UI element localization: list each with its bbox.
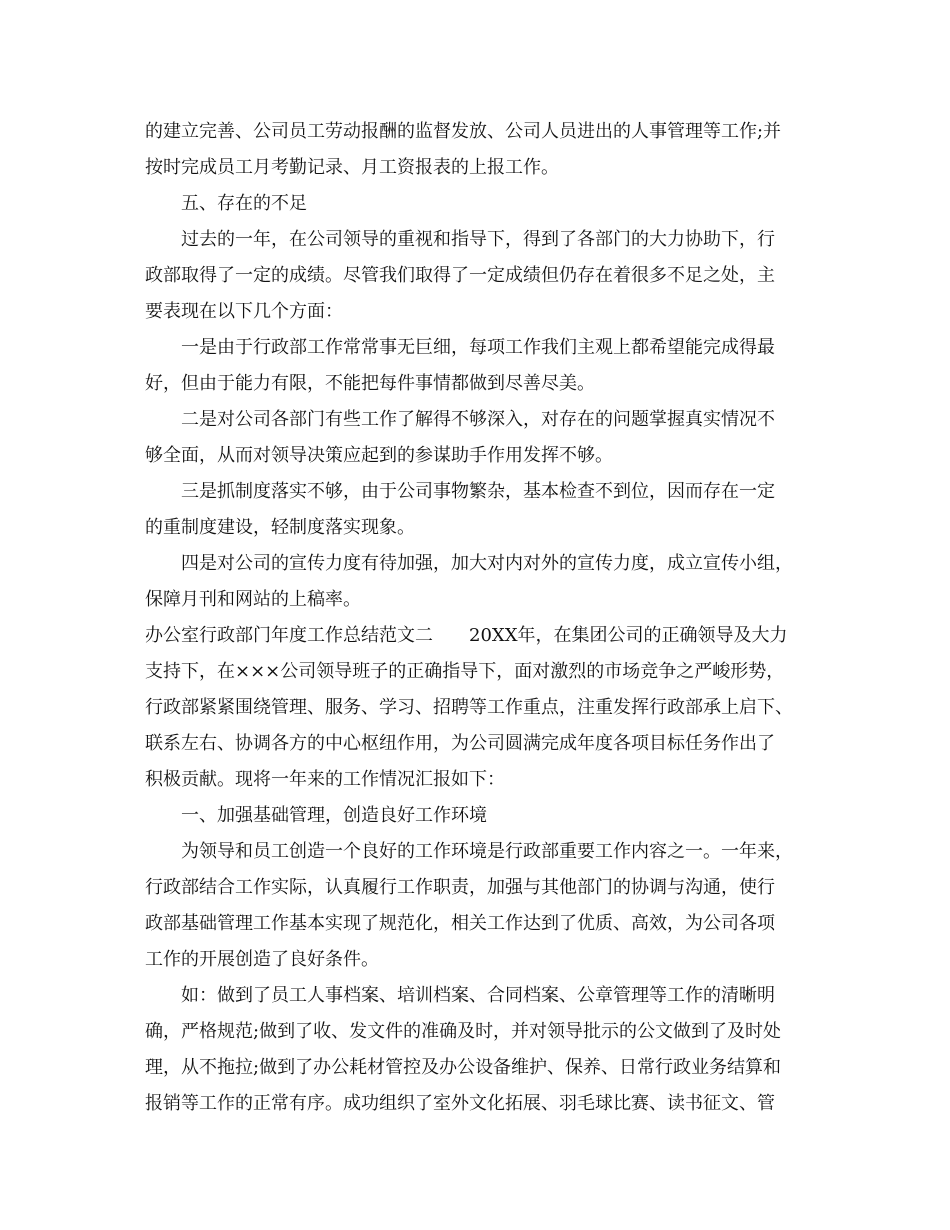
text-line: 四是对公司的宣传力度有待加强，加大对内对外的宣传力度，成立宣传小组， [181, 553, 793, 574]
section-heading: 一、加强基础管理，创造良好工作环境 [181, 805, 487, 826]
text-line: 确，严格规范;做到了收、发文件的准确及时，并对领导批示的公文做到了及时处 [145, 1021, 782, 1042]
text-line: 的建立完善、公司员工劳动报酬的监督发放、公司人员进出的人事管理等工作;并 [145, 121, 782, 142]
text-line: 三是抓制度落实不够，由于公司事物繁杂，基本检查不到位，因而存在一定 [181, 481, 775, 502]
text-line: 过去的一年，在公司领导的重视和指导下，得到了各部门的大力协助下，行 [181, 229, 775, 250]
text-line: 一是由于行政部工作常常事无巨细，每项工作我们主观上都希望能完成得最 [181, 337, 775, 358]
text-line: 理，从不拖拉;做到了办公耗材管控及办公设备维护、保养、日常行政业务结算和 [145, 1057, 782, 1078]
text-line: 报销等工作的正常有序。成功组织了室外文化拓展、羽毛球比赛、读书征文、管 [145, 1093, 775, 1114]
text-line: 联系左右、协调各方的中心枢纽作用，为公司圆满完成年度各项目标任务作出了 [145, 733, 775, 754]
text-line: 行政部紧紧围绕管理、服务、学习、招聘等工作重点，注重发挥行政部承上启下、 [145, 697, 793, 718]
section-heading: 五、存在的不足 [181, 193, 307, 214]
text-line: 二是对公司各部门有些工作了解得不够深入，对存在的问题掌握真实情况不 [181, 409, 775, 430]
text-line: 积极贡献。现将一年来的工作情况汇报如下： [145, 769, 505, 790]
text-line: 要表现在以下几个方面： [145, 301, 343, 322]
text-line: 支持下，在×××公司领导班子的正确指导下，面对激烈的市场竞争之严峻形势， [145, 661, 785, 682]
document-title-line: 办公室行政部门年度工作总结范文二 20XX年，在集团公司的正确领导及大力 [145, 625, 788, 646]
text-line: 行政部结合工作实际，认真履行工作职责，加强与其他部门的协调与沟通，使行 [145, 877, 775, 898]
text-line: 政部取得了一定的成绩。尽管我们取得了一定成绩但仍存在着很多不足之处，主 [145, 265, 775, 286]
text-line: 如：做到了员工人事档案、培训档案、合同档案、公章管理等工作的清晰明 [181, 985, 775, 1006]
text-line: 工作的开展创造了良好条件。 [145, 949, 379, 970]
text-line: 够全面，从而对领导决策应起到的参谋助手作用发挥不够。 [145, 445, 613, 466]
text-line: 的重制度建设，轻制度落实现象。 [145, 517, 415, 538]
text-line: 保障月刊和网站的上稿率。 [145, 589, 361, 610]
text-line: 按时完成员工月考勤记录、月工资报表的上报工作。 [145, 157, 559, 178]
text-line: 好，但由于能力有限，不能把每件事情都做到尽善尽美。 [145, 373, 595, 394]
text-line: 政部基础管理工作基本实现了规范化，相关工作达到了优质、高效，为公司各项 [145, 913, 775, 934]
text-line: 为领导和员工创造一个良好的工作环境是行政部重要工作内容之一。一年来， [181, 841, 793, 862]
